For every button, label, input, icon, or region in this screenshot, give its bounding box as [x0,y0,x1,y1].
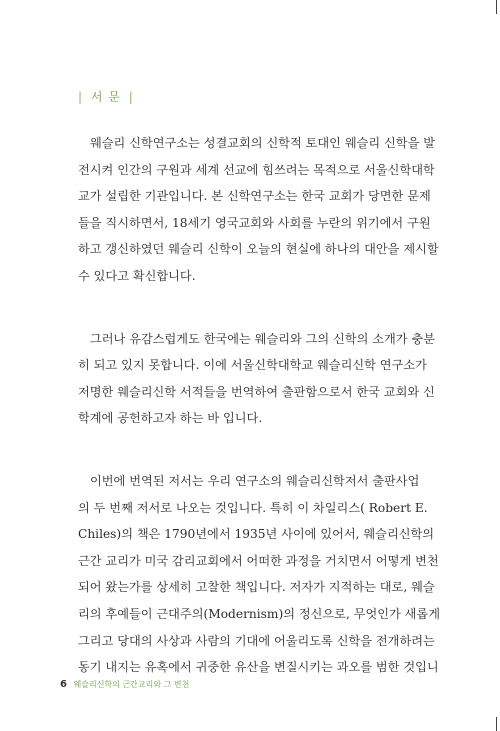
section-title-bar-right: | [128,90,134,104]
text-line: 히 되고 있지 못합니다. 이에 서울신학대학교 웨슬리신학 연구소가 [78,358,427,373]
text-line: 되어 왔는가를 상세히 고찰한 책입니다. 저자가 지적하는 대로, 웨슬 [78,580,435,595]
preface-body [78,130,440,717]
section-title-label: 서 문 [90,90,121,104]
text-line: 들을 직시하면서, 18세기 영국교회와 사회를 누란의 위기에서 구원 [78,215,431,230]
text-line: 이번에 번역된 저서는 우리 연구소의 웨슬리신학저서 출판사업 [90,473,420,488]
text-line: Chiles)의 책은 1790년에서 1935년 사이에 있어서, 웨슬리신학의 [78,527,435,542]
page-number: 6 [60,679,67,690]
text-line: 저명한 웨슬리신학 서적들을 번역하여 출판함으로서 한국 교회와 신 [78,384,435,399]
text-line: 전시켜 인간의 구원과 세계 선교에 힘쓰려는 목적으로 서울신학대학 [78,162,435,177]
section-title [78,88,134,105]
crop-mark-top [496,0,497,14]
text-line: 그러나 유감스럽게도 한국에는 웨슬리와 그의 신학의 소개가 충분 [90,331,435,346]
paragraph-3 [78,468,440,681]
text-line: 수 있다고 확신합니다. [78,268,196,283]
text-line: 학계에 공헌하고자 하는 바 입니다. [78,411,263,426]
text-line: 웨슬리 신학연구소는 성결교회의 신학적 토대인 웨슬리 신학을 발 [90,136,435,150]
text-line: 근간 교리가 미국 감리교회에서 어떠한 과정을 거치면서 어떻게 변천 [78,553,439,568]
text-line: 그리고 당대의 사상과 사람의 기대에 어울리도록 신학을 전개하려는 [78,633,435,648]
text-line: 동기 내지는 유혹에서 귀중한 유산을 변질시키는 과오를 범한 것입니 [78,660,439,675]
text-line: 교가 설립한 기관입니다. 본 신학연구소는 한국 교회가 당면한 문제 [78,189,431,204]
section-title-bar-left: | [78,90,84,104]
running-title: 웨슬리신학의 근간교리와 그 변천 [73,680,190,689]
page-footer [60,679,189,690]
paragraph-2 [78,326,435,432]
text-line: 의 두 번째 저서로 나오는 것입니다. 특히 이 차일리스( Robert E. [78,500,428,515]
paragraph-1 [78,130,439,290]
text-line: 리의 후예들이 근대주의(Modernism)의 정신으로, 무엇인가 새롭게 [78,606,440,621]
text-line: 하고 갱신하였던 웨슬리 신학이 오늘의 현실에 하나의 대안을 제시할 [78,242,439,257]
crop-mark-bottom [496,717,497,731]
